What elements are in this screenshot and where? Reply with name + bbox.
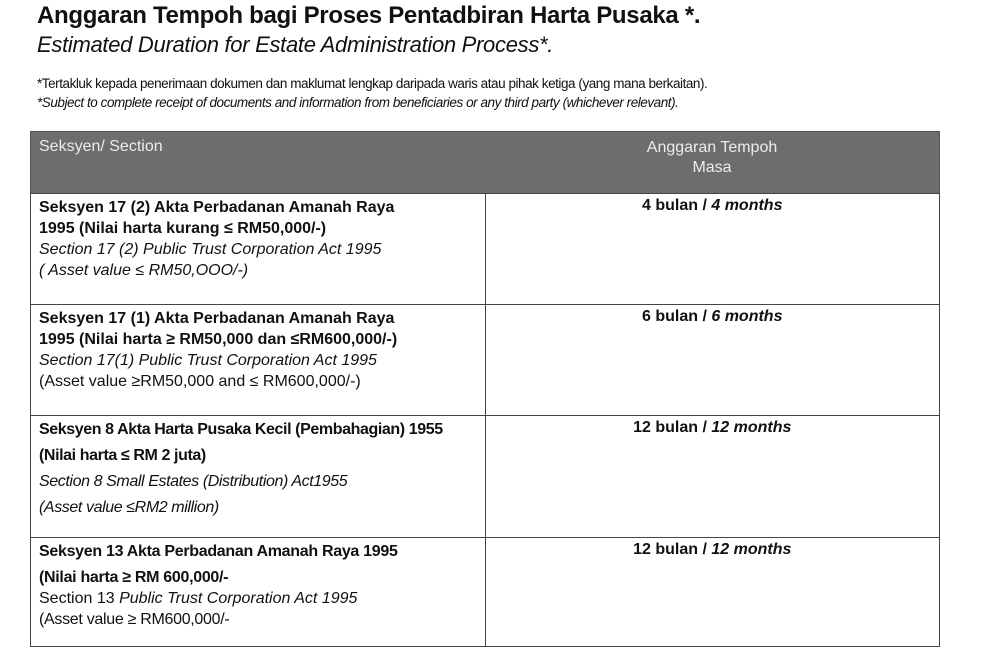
page-title: Anggaran Tempoh bagi Proses Pentadbiran Harta Pusaka *. xyxy=(37,2,701,29)
duration-cell xyxy=(485,305,940,416)
duration-en: 6 months xyxy=(711,308,783,325)
section-cell xyxy=(31,538,486,647)
header-duration-line1: Anggaran Tempoh xyxy=(646,139,778,156)
section-en-line: Section 8 Small Estates (Distribution) Act1955 xyxy=(39,473,348,490)
section-ms-line: (Nilai harta ≥ RM 600,000/- xyxy=(39,569,229,586)
duration-ms: 6 bulan / xyxy=(642,308,712,325)
table-row xyxy=(31,194,940,305)
section-ms-line: Seksyen 13 Akta Perbadanan Amanah Raya 1995 xyxy=(39,543,398,560)
duration-ms: 12 bulan / xyxy=(633,419,712,436)
table-row xyxy=(31,416,940,538)
duration-cell xyxy=(485,194,940,305)
section-ms-line: 1995 (Nilai harta ≥ RM50,000 dan ≤RM600,000/-) xyxy=(39,331,398,348)
table-row xyxy=(31,538,940,647)
section-cell xyxy=(31,416,486,538)
duration-ms: 4 bulan / xyxy=(642,197,712,214)
section-en-line: (Asset value ≤RM2 million) xyxy=(39,499,219,516)
section-ms-line: Seksyen 17 (1) Akta Perbadanan Amanah Raya xyxy=(39,310,395,327)
section-ms-line: Seksyen 17 (2) Akta Perbadanan Amanah Raya xyxy=(39,199,395,216)
section-en-line: Section 13 Public Trust Corporation Act 1995 xyxy=(39,590,358,607)
table-header-row xyxy=(31,132,940,194)
duration-en: 4 months xyxy=(711,197,783,214)
header-duration xyxy=(485,132,940,194)
section-ms-line: Seksyen 8 Akta Harta Pusaka Kecil (Pembahagian) 1955 xyxy=(39,421,443,438)
duration-cell xyxy=(485,538,940,647)
duration-en: 12 months xyxy=(711,419,792,436)
estimated-duration-table xyxy=(30,131,940,647)
header-section: Seksyen/ Section xyxy=(31,132,486,194)
section-cell xyxy=(31,305,486,416)
table-row xyxy=(31,305,940,416)
duration-en: 12 months xyxy=(711,541,792,558)
disclaimer-note-en: *Subject to complete receipt of documents and information from beneficiaries or any third party (whichever relevant). xyxy=(37,95,679,110)
duration-ms: 12 bulan / xyxy=(633,541,712,558)
section-ms-line: (Nilai harta ≤ RM 2 juta) xyxy=(39,447,206,464)
section-cell xyxy=(31,194,486,305)
disclaimer-note-ms: *Tertakluk kepada penerimaan dokumen dan maklumat lengkap daripada waris atau pihak ketiga (yang mana berkaitan). xyxy=(37,76,708,91)
section-en-line: (Asset value ≥ RM600,000/- xyxy=(39,611,230,628)
header-duration-line2: Masa xyxy=(692,159,732,176)
page-subtitle: Estimated Duration for Estate Administration Process*. xyxy=(37,32,554,57)
section-en-line: (Asset value ≥RM50,000 and ≤ RM600,000/-) xyxy=(39,373,361,390)
section-en-line: ( Asset value ≤ RM50,OOO/-) xyxy=(39,262,249,279)
duration-cell xyxy=(485,416,940,538)
section-ms-line: 1995 (Nilai harta kurang ≤ RM50,000/-) xyxy=(39,220,327,237)
section-en-line: Section 17(1) Public Trust Corporation Act 1995 xyxy=(39,352,377,369)
section-en-line: Section 17 (2) Public Trust Corporation Act 1995 xyxy=(39,241,382,258)
